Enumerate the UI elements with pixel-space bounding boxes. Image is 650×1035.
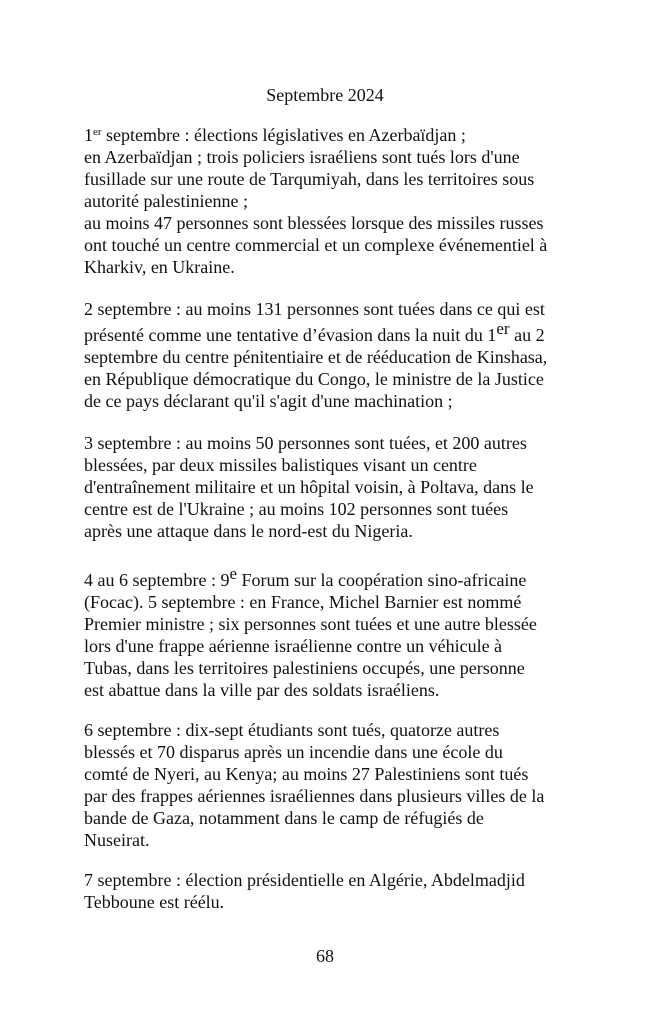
- text-line: Premier ministre ; six personnes sont tuées et une autre blessée: [84, 614, 537, 634]
- text-line: comté de Nyeri, au Kenya; au moins 27 Palestiniens sont tués: [84, 764, 529, 784]
- line-text: septembre : élections législatives en Azerbaïdjan ;: [101, 125, 466, 145]
- text-line: est abattue dans la ville par des soldats israéliens.: [84, 680, 440, 700]
- text-line: au moins 47 personnes sont blessées lorsque des missiles russes: [84, 213, 544, 233]
- page-title: Septembre 2024: [266, 85, 384, 105]
- paragraph-september-2: [84, 298, 584, 412]
- text-line: [84, 319, 584, 346]
- text-line: Tubas, dans les territoires palestiniens occupés, une personne: [84, 658, 525, 678]
- page-number: 68: [316, 946, 334, 966]
- text-line: centre est de l'Ukraine ; au moins 102 personnes sont tuées: [84, 499, 509, 519]
- paragraph-september-1: [84, 124, 584, 278]
- paragraph-september-7: [84, 869, 584, 913]
- line-text: présenté comme une tentative d’évasion dans la nuit du 1: [84, 325, 497, 345]
- text-line: blessées, par deux missiles balistiques visant un centre: [84, 455, 477, 475]
- paragraph-september-6: [84, 719, 584, 851]
- line-text: au 2: [509, 325, 545, 345]
- text-line: 7 septembre : élection présidentielle en Algérie, Abdelmadjid: [84, 870, 525, 890]
- text-line: Kharkiv, en Ukraine.: [84, 257, 235, 277]
- text-line: ont touché un centre commercial et un complexe événementiel à: [84, 235, 548, 255]
- text-line: 6 septembre : dix-sept étudiants sont tués, quatorze autres: [84, 720, 500, 740]
- text-line: par des frappes aériennes israéliennes dans plusieurs villes de la: [84, 786, 545, 806]
- text-line: de ce pays déclarant qu'il s'agit d'une machination ;: [84, 391, 453, 411]
- paragraph-september-3: [84, 432, 584, 542]
- text-line: [84, 124, 584, 146]
- text-line: en République démocratique du Congo, le ministre de la Justice: [84, 369, 544, 389]
- text-line: après une attaque dans le nord-est du Nigeria.: [84, 521, 413, 541]
- text-line: [84, 564, 584, 591]
- line-text: Forum sur la coopération sino-africaine: [237, 570, 527, 590]
- day-number: 1: [84, 125, 93, 145]
- ordinal-superscript: er: [496, 319, 510, 338]
- text-line: (Focac). 5 septembre : en France, Michel Barnier est nommé: [84, 592, 522, 612]
- text-line: autorité palestinienne ;: [84, 191, 248, 211]
- text-line: lors d'une frappe aérienne israélienne contre un véhicule à: [84, 636, 503, 656]
- text-line: septembre du centre pénitentiaire et de rééducation de Kinshasa,: [84, 347, 548, 367]
- ordinal-superscript: er: [93, 126, 102, 138]
- line-text: 4 au 6 septembre : 9: [84, 570, 230, 590]
- text-line: Tebboune est réélu.: [84, 892, 225, 912]
- text-line: fusillade sur une route de Tarqumiyah, dans les territoires sous: [84, 169, 535, 189]
- text-line: en Azerbaïdjan ; trois policiers israéliens sont tués lors d'une: [84, 147, 520, 167]
- text-line: 2 septembre : au moins 131 personnes sont tuées dans ce qui est: [84, 299, 545, 319]
- text-line: Nuseirat.: [84, 830, 150, 850]
- text-line: blessés et 70 disparus après un incendie dans une école du: [84, 742, 503, 762]
- text-line: d'entraînement militaire et un hôpital voisin, à Poltava, dans le: [84, 477, 534, 497]
- text-line: 3 septembre : au moins 50 personnes sont tuées, et 200 autres: [84, 433, 527, 453]
- text-line: bande de Gaza, notamment dans le camp de réfugiés de: [84, 808, 484, 828]
- ordinal-superscript: e: [229, 564, 238, 583]
- paragraph-september-4-6: [84, 564, 584, 701]
